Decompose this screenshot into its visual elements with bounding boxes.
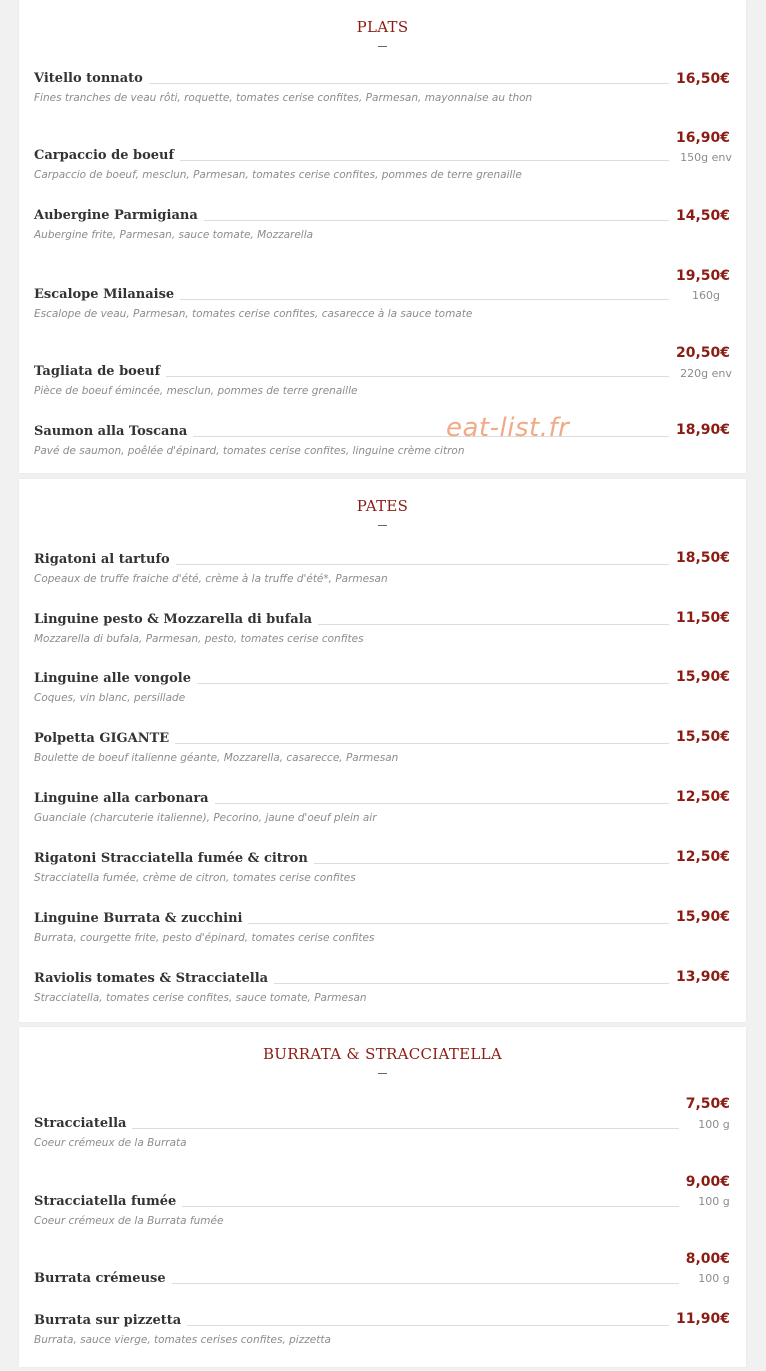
watermark: eat-list.fr (446, 413, 570, 443)
item-weight: 220g env (680, 367, 732, 380)
item-description: Coques, vin blanc, persillade (34, 692, 186, 704)
section-plats (19, 0, 746, 473)
item-description: Boulette de boeuf italienne géante, Mozzarella, casarecce, Parmesan (34, 752, 399, 764)
menu-item[interactable] (19, 268, 746, 327)
title-divider (378, 525, 387, 526)
item-price: 15,90€ (675, 909, 730, 925)
item-description: Guanciale (charcuterie italienne), Pecorino, jaune d'oeuf plein air (34, 812, 377, 824)
item-name: Stracciatella fumée (34, 1194, 182, 1210)
item-price: 20,50€ (675, 345, 730, 361)
section-title: PLATS (356, 18, 409, 36)
item-price: 15,50€ (675, 729, 730, 745)
item-description: Mozzarella di bufala, Parmesan, pesto, tomates cerise confites (34, 633, 364, 645)
item-weight: 150g env (680, 151, 732, 164)
item-name: Rigatoni Stracciatella fumée & citron (34, 851, 314, 867)
menu-item[interactable] (19, 971, 746, 1011)
item-price: 12,50€ (675, 849, 730, 865)
item-description: Aubergine frite, Parmesan, sauce tomate, Mozzarella (34, 229, 314, 241)
menu-item[interactable] (19, 1313, 746, 1353)
section-title: BURRATA & STRACCIATELLA (262, 1045, 503, 1063)
item-price: 7,50€ (685, 1096, 730, 1112)
menu-item[interactable] (19, 1096, 746, 1156)
menu-item[interactable] (19, 1174, 746, 1234)
menu-item[interactable] (19, 208, 746, 248)
item-name: Rigatoni al tartufo (34, 552, 176, 568)
item-price: 18,50€ (675, 550, 730, 566)
item-description: Pièce de boeuf émincée, mesclun, pommes de terre grenaille (34, 385, 358, 397)
item-price: 9,00€ (685, 1174, 730, 1190)
menu-item[interactable] (19, 612, 746, 652)
item-weight: 100 g (698, 1195, 730, 1208)
item-name: Linguine pesto & Mozzarella di bufala (34, 612, 318, 628)
menu-item[interactable] (19, 791, 746, 831)
item-name: Stracciatella (34, 1116, 132, 1132)
item-price: 11,90€ (675, 1311, 730, 1327)
item-weight: 160g (692, 289, 720, 302)
item-description: Pavé de saumon, poêlée d'épinard, tomates cerise confites, linguine crème citron (34, 445, 465, 457)
item-name: Saumon alla Toscana (34, 424, 193, 440)
menu-item[interactable] (19, 671, 746, 711)
item-description: Stracciatella fumée, crème de citron, tomates cerise confites (34, 872, 356, 884)
item-description: Copeaux de truffe fraiche d'été, crème à la truffe d'été*, Parmesan (34, 573, 388, 585)
section-burrata (19, 1027, 746, 1367)
item-description: Stracciatella, tomates cerise confites, sauce tomate, Parmesan (34, 992, 367, 1004)
menu-item[interactable] (19, 1251, 746, 1295)
item-description: Burrata, courgette frite, pesto d'épinard, tomates cerise confites (34, 932, 375, 944)
item-name: Linguine alle vongole (34, 671, 197, 687)
title-divider (378, 46, 387, 47)
section-title: PATES (356, 497, 409, 515)
item-price: 16,90€ (675, 130, 730, 146)
item-price: 19,50€ (675, 268, 730, 284)
item-price: 15,90€ (675, 669, 730, 685)
menu-item[interactable] (19, 731, 746, 771)
item-price: 14,50€ (675, 208, 730, 224)
item-name: Burrata crémeuse (34, 1271, 172, 1287)
item-weight: 100 g (698, 1118, 730, 1131)
item-weight: 100 g (698, 1272, 730, 1285)
menu-item[interactable] (19, 911, 746, 951)
menu-item[interactable] (19, 71, 746, 111)
menu-item[interactable] (19, 424, 746, 464)
item-price: 16,50€ (675, 71, 730, 87)
item-price: 8,00€ (685, 1251, 730, 1267)
menu-item[interactable] (19, 345, 746, 404)
menu-item[interactable] (19, 130, 746, 188)
item-description: Coeur crémeux de la Burrata fumée (34, 1215, 224, 1227)
item-name: Polpetta GIGANTE (34, 731, 175, 747)
item-price: 18,90€ (675, 422, 730, 438)
item-description: Coeur crémeux de la Burrata (34, 1137, 187, 1149)
item-price: 13,90€ (675, 969, 730, 985)
item-description: Escalope de veau, Parmesan, tomates cerise confites, casarecce à la sauce tomate (34, 308, 473, 320)
item-description: Carpaccio de boeuf, mesclun, Parmesan, tomates cerise confites, pommes de terre grenaille (34, 169, 522, 181)
item-price: 12,50€ (675, 789, 730, 805)
item-name: Escalope Milanaise (34, 287, 180, 303)
menu-item[interactable] (19, 851, 746, 891)
item-name: Carpaccio de boeuf (34, 148, 180, 164)
item-name: Linguine Burrata & zucchini (34, 911, 248, 927)
item-name: Raviolis tomates & Stracciatella (34, 971, 274, 987)
item-name: Tagliata de boeuf (34, 364, 166, 380)
menu-item[interactable] (19, 552, 746, 592)
section-pates (19, 479, 746, 1022)
item-name: Aubergine Parmigiana (34, 208, 204, 224)
item-name: Burrata sur pizzetta (34, 1313, 187, 1329)
item-name: Linguine alla carbonara (34, 791, 215, 807)
item-price: 11,50€ (675, 610, 730, 626)
item-description: Fines tranches de veau rôti, roquette, tomates cerise confites, Parmesan, mayonnaise au thon (34, 92, 533, 104)
title-divider (378, 1073, 387, 1074)
item-name: Vitello tonnato (34, 71, 149, 87)
item-description: Burrata, sauce vierge, tomates cerises confites, pizzetta (34, 1334, 331, 1346)
